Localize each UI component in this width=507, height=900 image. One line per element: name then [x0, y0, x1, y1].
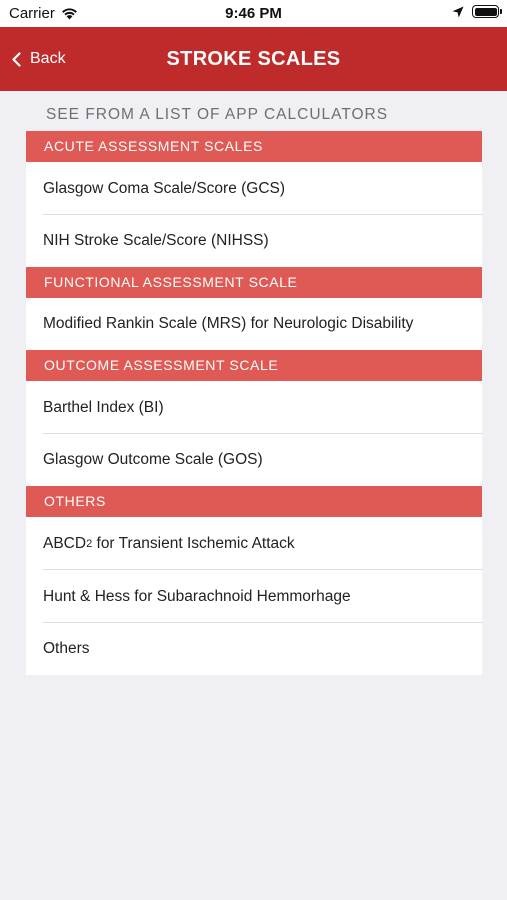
intro-text: SEE FROM A LIST OF APP CALCULATORS [46, 106, 389, 123]
battery-icon [472, 5, 499, 18]
status-bar [0, 0, 507, 27]
calculator-list [26, 131, 482, 675]
list-item-gcs[interactable] [26, 162, 482, 215]
list-item-label: Glasgow Outcome Scale (GOS) [43, 451, 263, 468]
list-item-label: Hunt & Hess for Subarachnoid Hemmorhage [43, 587, 351, 605]
list-item-mrs[interactable] [26, 298, 482, 350]
back-label: Back [30, 50, 66, 67]
navigation-bar [0, 27, 507, 91]
list-item-nihss[interactable] [26, 215, 482, 267]
section-header-functional: FUNCTIONAL ASSESSMENT SCALE [26, 267, 482, 298]
list-item-label: ABCD$^2$ for Transient Ischemic Attack [43, 534, 295, 552]
list-item-label: Glasgow Coma Scale/Score (GCS) [43, 179, 286, 197]
list-item-barthel[interactable] [26, 381, 482, 434]
list-item-others[interactable] [26, 623, 482, 675]
list-item-abcd2[interactable] [26, 517, 482, 570]
page-title: STROKE SCALES [166, 48, 341, 70]
location-arrow-icon [452, 6, 464, 18]
carrier-label: Carrier [9, 5, 55, 22]
status-right [452, 5, 499, 18]
list-item-label: Others [43, 640, 90, 657]
list-item-label: NIH Stroke Scale/Score (NIHSS) [43, 232, 269, 249]
list-item-gos[interactable] [26, 434, 482, 486]
main-content [26, 91, 482, 675]
status-time: 9:46 PM [225, 5, 282, 22]
section-header-others: OTHERS [26, 486, 482, 517]
list-item-label: Modified Rankin Scale (MRS) for Neurologic Disability [43, 315, 414, 332]
section-header-outcome: OUTCOME ASSESSMENT SCALE [26, 350, 482, 381]
list-item-label: Barthel Index (BI) [43, 398, 164, 416]
section-header-acute: ACUTE ASSESSMENT SCALES [26, 131, 482, 162]
list-item-hunt-hess[interactable] [26, 570, 482, 623]
